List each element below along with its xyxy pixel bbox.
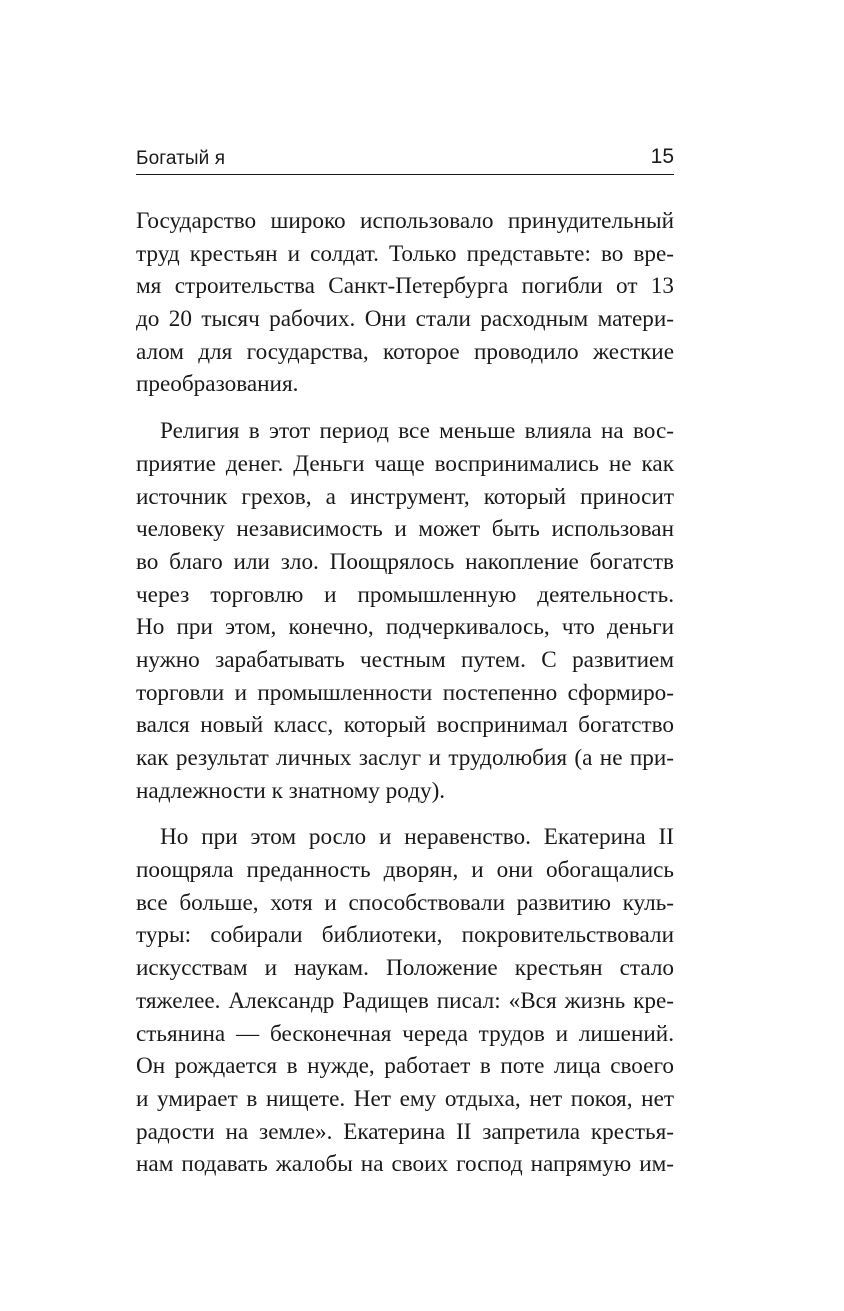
text-line: во благо или зло. Поощрялось накопление богатств — [136, 548, 674, 575]
page-number: 15 — [650, 145, 674, 168]
text-line: туры: собирали библиотеки, покровительствовали — [136, 922, 674, 949]
body-text — [136, 205, 674, 1195]
text-line: нам подавать жалобы на своих господ напрямую им- — [136, 1151, 674, 1178]
text-line: Он рождается в нужде, работает в поте лица своего — [136, 1053, 674, 1080]
text-line: Но при этом росло и неравенство. Екатерина II — [160, 824, 674, 851]
text-line: поощряла преданность дворян, и они обогащались — [136, 857, 674, 884]
text-line: искусствам и наукам. Положение крестьян стало — [136, 955, 674, 982]
text-line: человеку независимость и может быть использован — [136, 516, 674, 543]
text-line: тяжелее. Александр Радищев писал: «Вся жизнь кре- — [136, 987, 674, 1014]
text-line: нужно зарабатывать честным путем. С развитием — [136, 646, 674, 673]
text-line: торговли и промышленности постепенно сформиро- — [136, 679, 674, 706]
running-title: Богатый я — [136, 148, 226, 169]
text-line: Религия в этот период все меньше влияла на вос- — [160, 418, 674, 445]
text-line: труд крестьян и солдат. Только представьте: во вре- — [136, 240, 674, 267]
text-line: источник грехов, а инструмент, который приносит — [136, 483, 674, 510]
text-line: надлежности к знатному роду). — [136, 777, 446, 804]
running-header — [136, 143, 674, 175]
text-line: до 20 тысяч рабочих. Они стали расходным матери- — [136, 306, 674, 333]
text-line: через торговлю и промышленную деятельность. — [136, 581, 674, 608]
text-line: стьянина — бесконечная череда трудов и лишений. — [136, 1020, 674, 1047]
text-line: как результат личных заслуг и трудолюбия (а не при- — [136, 745, 674, 771]
text-line: вался новый класс, который воспринимал богатство — [136, 712, 674, 739]
text-line: преобразования. — [136, 371, 299, 398]
text-line: приятие денег. Деньги чаще воспринимались не как — [136, 450, 674, 477]
paragraph-3 — [136, 821, 674, 1181]
text-line: и умирает в нищете. Нет ему отдыха, нет покоя, нет — [136, 1085, 674, 1112]
text-line: Государство широко использовало принудительный — [136, 208, 674, 234]
text-line: алом для государства, которое проводило жесткие — [136, 338, 674, 365]
text-line: Но при этом, конечно, подчеркивалось, что деньги — [136, 614, 674, 641]
paragraph-1 — [136, 205, 674, 401]
text-line: мя строительства Санкт-Петербурга погибли от 13 — [136, 273, 674, 300]
paragraph-2 — [136, 415, 674, 807]
text-line: все больше, хотя и способствовали развитию куль- — [136, 889, 674, 916]
text-line: радости на земле». Екатерина II запретила крестья- — [136, 1118, 674, 1145]
